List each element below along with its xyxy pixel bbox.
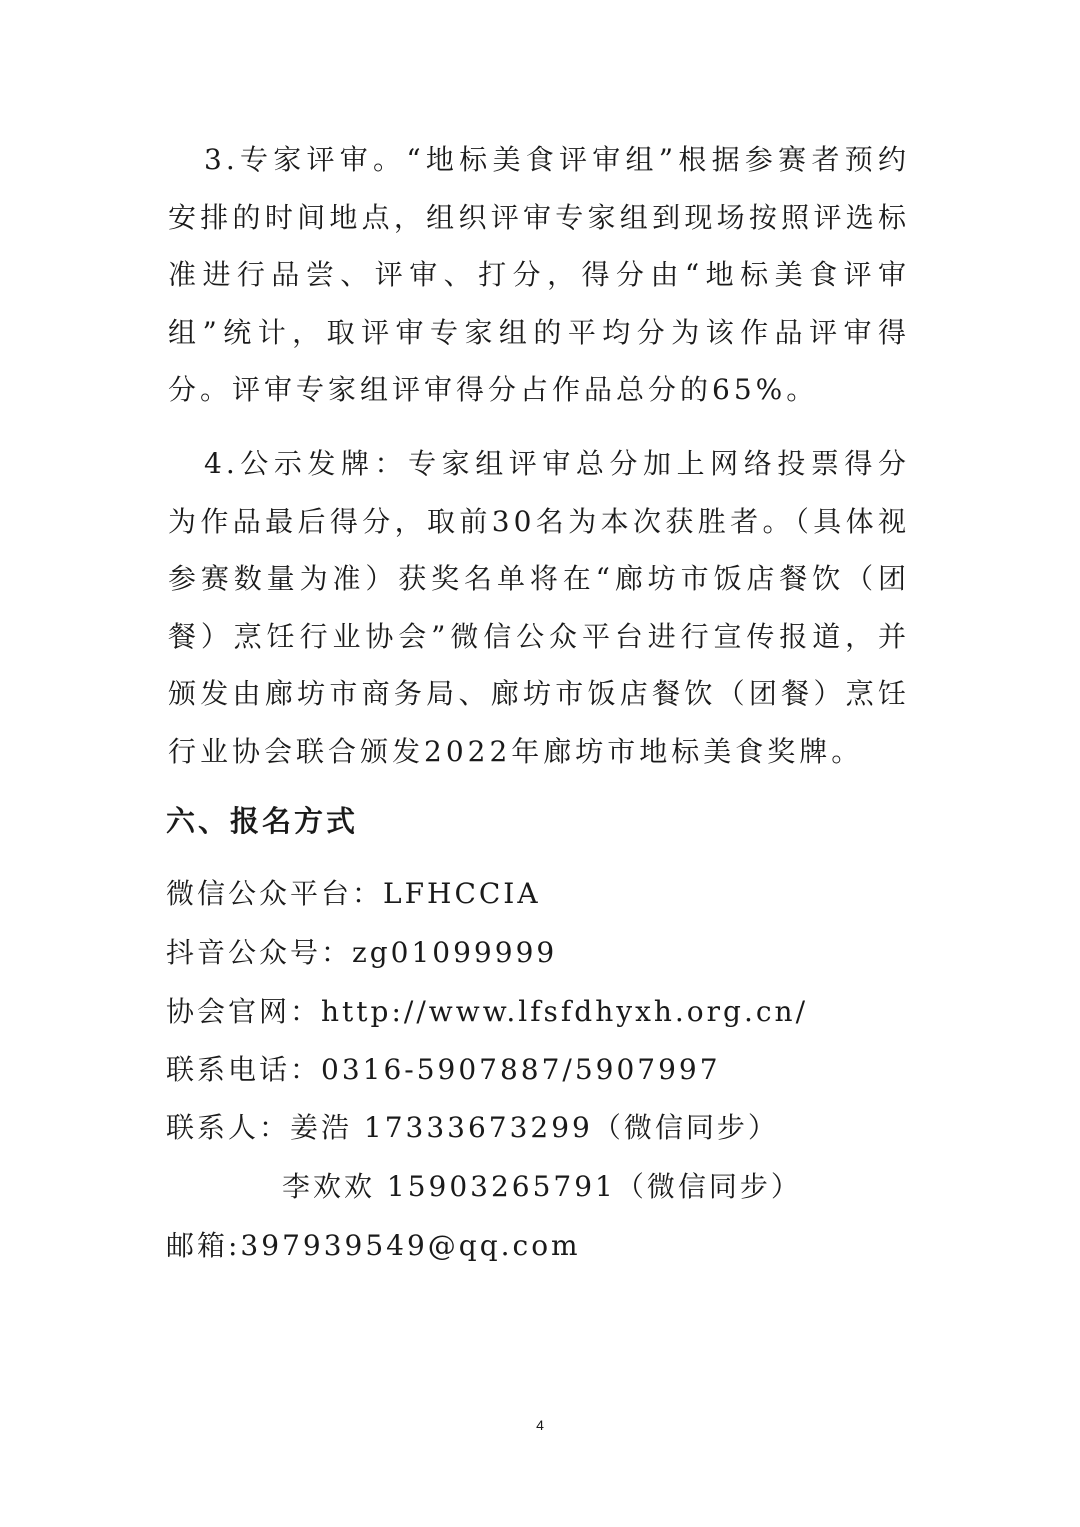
contact-website: 协会官网：http://www.lfsfdhyxh.org.cn/	[166, 995, 809, 1028]
contact-email: 邮箱:397939549@qq.com	[166, 1229, 581, 1262]
paragraph-announcement: 4.公示发牌：专家组评审总分加上网络投票得分为作品最后得分，取前30名为本次获胜者。（具体视参赛数量为准）获奖名单将在“廊坊市饭店餐饮（团餐）烹饪行业协会”微信公众平台进行宣传报道，并颁发由廊坊市商务局、廊坊市饭店餐饮（团餐）烹饪行业协会联合颁发2022年廊坊市地标美食奖牌。	[168, 447, 910, 768]
contact-person-1: 联系人：姜浩 17333673299（微信同步）	[166, 1111, 779, 1144]
section-heading-registration: 六、报名方式	[166, 804, 359, 838]
paragraph-expert-review: 3.专家评审。“地标美食评审组”根据参赛者预约安排的时间地点，组织评审专家组到现场按照评选标准进行品尝、评审、打分，得分由“地标美食评审组”统计，取评审专家组的平均分为该作品评审得分。评审专家组评审得分占作品总分的65%。	[168, 143, 910, 406]
contact-phone: 联系电话：0316-5907887/5907997	[166, 1053, 721, 1086]
page-number: 4	[536, 1417, 544, 1433]
contact-douyin: 抖音公众号：zg01099999	[166, 936, 558, 969]
contact-wechat: 微信公众平台：LFHCCIA	[166, 877, 541, 910]
contact-person-2: 李欢欢 15903265791（微信同步）	[282, 1170, 802, 1203]
